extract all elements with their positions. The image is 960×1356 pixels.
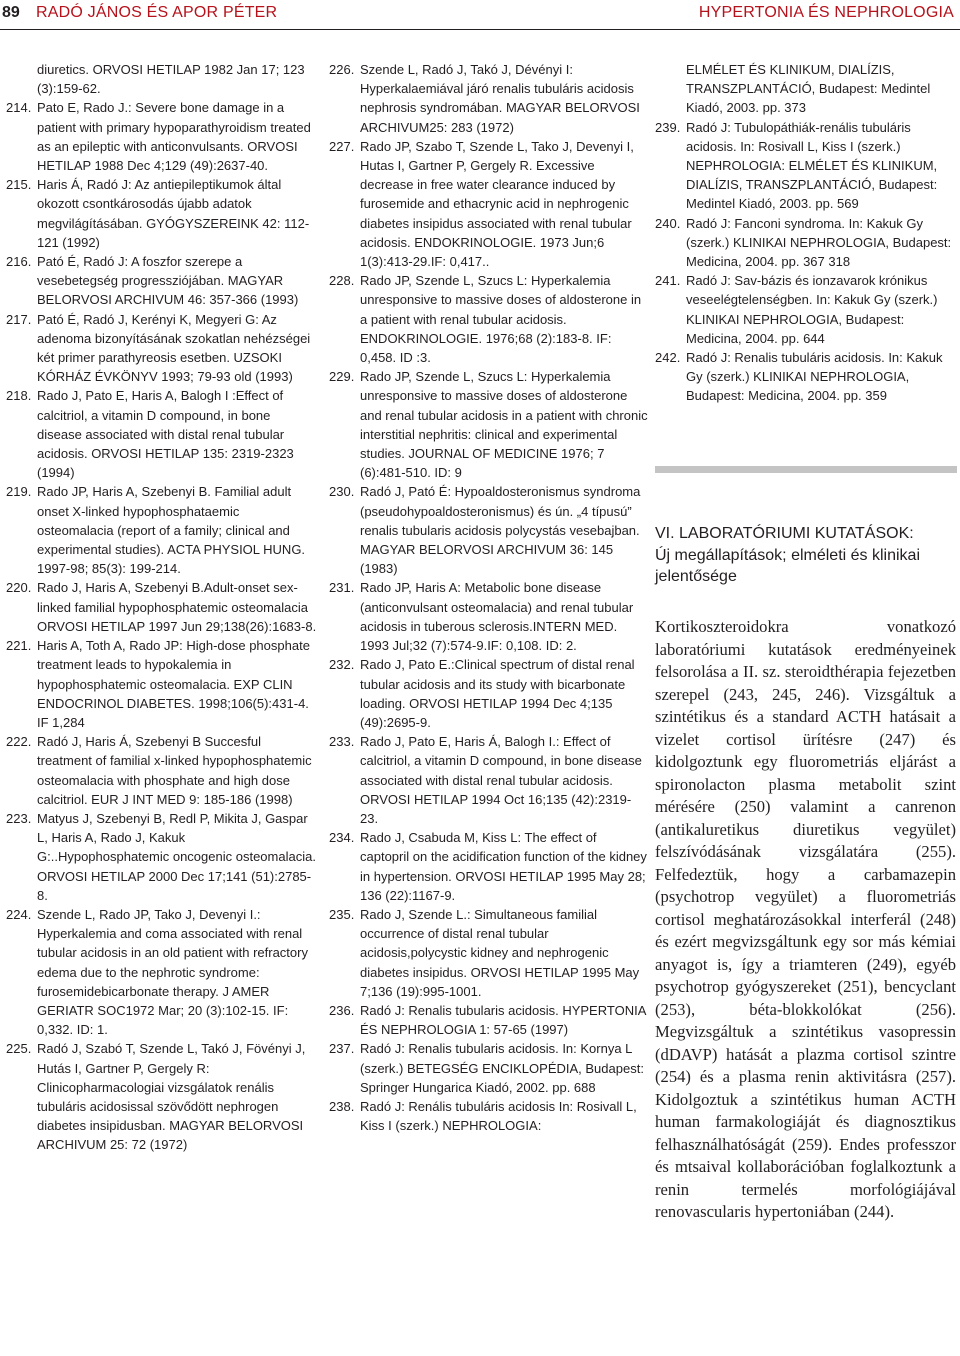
reference-text: Radó J: Renalis tubularis acidosis. In: Kornya L (szerk.) BETEGSÉG ENCIKLOPÉDIA, Budapest: Springer Hungarica Kiadó, 2002. pp. 688 <box>360 1041 644 1095</box>
reference-item <box>329 905 649 1001</box>
reference-text: Pató É, Radó J, Kerényi K, Megyeri G: Az adenoma bizonyításának szokatlan nehézségei két primer parathyreosis esetben. UZSOKI KÓRHÁZ ÉVKÖNYV 1993; 79-93 old (1993) <box>37 311 311 385</box>
reference-number: 237. <box>329 1041 355 1057</box>
section-subtitle: Új megállapítások; elméleti és klinikai jelentősége <box>655 547 920 585</box>
running-head-authors: RADÓ JÁNOS ÉS APOR PÉTER <box>36 4 278 21</box>
reference-item <box>329 732 649 828</box>
reference-number: 225. <box>6 1041 32 1057</box>
page-header <box>0 0 960 30</box>
reference-item <box>6 175 318 252</box>
reference-item <box>329 137 649 271</box>
reference-text: Rado JP, Szabo T, Szende L, Tako J, Devenyi I, Hutas I, Gartner P, Gergely R. Excessive decrease in free water clearance induced by furosemide and ethacrynic acid in nephrogenic diabetes insipidus associated with renal tubular acidosis. ENDOKRINOLOGIE. 1973 Jun;6 1(3):413-29.IF: 0,417.. <box>360 138 634 270</box>
reference-text: Rado JP, Szende L, Szucs L: Hyperkalemia unresponsive to massive doses of aldosterone in a patient with renal tubular acidosis. ENDOKRINOLOGIE. 1976;68 (2):183-8. IF: 0,458. ID :3. <box>360 273 642 366</box>
reference-item <box>6 732 318 809</box>
reference-number: 239. <box>655 119 681 135</box>
header-rule <box>0 29 960 30</box>
reference-item <box>329 828 649 905</box>
reference-number: 214. <box>6 100 32 116</box>
reference-item <box>6 809 318 905</box>
reference-text: Radó J, Szabó T, Szende L, Takó J, Fövényi J, Hutás I, Gartner P, Gergely R: Clinicopharmacologiai vizsgálatok renális tubuláris acidosissal szövődött nephrogen diabetes insipidusban. MAGYAR BELORVOSI ARCHIVUM 25: 72 (1972) <box>37 1041 306 1153</box>
reference-text: Radó J, Pató É: Hypoaldosteronismus syndroma (pseudohypoaldosteronismus) és ún. „4 típusú” renalis tubularis acidosis polycystás vesebajban. MAGYAR BELORVOSI ARCHIVUM 36: 145 (1983) <box>360 484 641 577</box>
page-number: 89 <box>2 4 20 21</box>
reference-continuation: diuretics. ORVOSI HETILAP 1982 Jan 17; 123 (3):159-62. <box>37 62 305 97</box>
reference-number: 231. <box>329 580 355 596</box>
reference-number: 224. <box>6 906 32 922</box>
reference-item <box>329 1039 649 1097</box>
reference-item <box>329 482 649 578</box>
reference-item <box>329 1097 649 1135</box>
reference-text: Radó J: Sav-bázis és ionzavarok krónikus veseelégtelenségben. In: Kakuk Gy (szerk.) KLINIKAI NEPHROLOGIA, Budapest: Medicina, 2004. pp. 644 <box>686 273 938 346</box>
reference-text: Radó J: Renalis tubularis acidosis. HYPERTONIA ÉS NEPHROLOGIA 1: 57-65 (1997) <box>360 1002 646 1038</box>
reference-text: Rado J, Haris A, Szebenyi B.Adult-onset sex-linked familial hypophosphatemic osteomalacia ORVOSI HETILAP 1997 Jun 29;138(26):1683-8. <box>37 580 317 634</box>
reference-number: 236. <box>329 1002 355 1018</box>
reference-column-1 <box>6 60 318 1155</box>
reference-column-2 <box>329 60 649 1135</box>
reference-continuation: ELMÉLET ÉS KLINIKUM, DIALÍZIS, TRANSZPLANTÁCIÓ, Budapest: Medintel Kiadó, 2003. pp. 373 <box>686 62 931 116</box>
reference-item <box>6 310 318 387</box>
reference-item <box>6 1039 318 1154</box>
reference-item <box>655 271 957 348</box>
reference-item <box>329 655 649 732</box>
section-divider <box>655 466 957 473</box>
reference-text: Rado J, Szende L.: Simultaneous familial occurrence of distal renal tubular acidosis,polycystic kidney and nephrogenic diabetes insipidus. ORVOSI HETILAP 1995 May 7;136 (19):995-1001. <box>360 906 640 999</box>
reference-number: 229. <box>329 369 355 385</box>
running-head-journal: HYPERTONIA ÉS NEPHROLOGIA <box>698 4 954 21</box>
section-body-paragraph: Kortikoszteroidokra vonatkozó laboratóriumi kutatások eredményeinek felsorolása a II. sz. steroidthérapia fejezetben szerepel (243, 245, 246). Vizsgáltuk a szintétikus és a standard ACTH hatásait a vizelet cortisol ürítésre (247) és kidolgoztunk egy fluorometriás eljárást a spironolacton plasma metabolit szint mérésére (250) valamint a canrenon (antikaluretikus diuretikus vegyület) felszívódásának vizsgálatára (255). Felfedeztük, hogy a carbamazepin (psychotrop vegyület) a fluorometriás cortisol meghatározásokkal interferál (248) és ezért megvizsgáltunk egy sor más kémiai anyagot is, így a triamteren (249), egyéb psychotrop gyógyszereket (251), bencyclant (253), béta-blokkolókat (256). Megvizsgáltuk a szintétikus vasopressin (dDAVP) hatását a plazma cortisol szintre (254) és a plasma renin aktivitásra (257). Kidolgoztuk a szintétikus human ACTH human farmakologiáját és diagnosztikus felhasználhatóságát (259). Endes professzor és mtsaival kollaborációban foglalkoztunk a renin termelés morfológiájával renovascularis hypertoniában (244). <box>655 617 956 1221</box>
reference-number: 223. <box>6 810 32 826</box>
reference-number: 216. <box>6 254 32 270</box>
reference-item <box>655 348 957 406</box>
reference-number: 233. <box>329 734 355 750</box>
reference-item <box>329 578 649 655</box>
reference-text: Haris Á, Radó J: Az antiepileptikumok által okozott csontkárosodás újabb adatok megvilágításában. GYÓGYSZEREINK 42: 112-121 (1992) <box>37 177 310 250</box>
reference-item <box>6 252 318 310</box>
reference-text: Rado J, Pato E.:Clinical spectrum of distal renal tubular acidosis and its study with bicarbonate loading. ORVOSI HETILAP 1994 Dec 4;135 (49):2695-9. <box>360 657 635 730</box>
reference-number: 240. <box>655 215 681 231</box>
reference-number: 241. <box>655 273 681 289</box>
reference-number: 215. <box>6 177 32 193</box>
reference-item <box>329 60 649 137</box>
section-title: VI. LABORATÓRIUMI KUTATÁSOK: <box>655 525 914 542</box>
reference-number: 222. <box>6 734 32 750</box>
reference-number: 230. <box>329 484 355 500</box>
reference-text: Rado J, Pato E, Haris A, Balogh I :Effect of calcitriol, a vitamin D compound, in bone disease associated with distal renal tubular acidosis. ORVOSI HETILAP 135: 2319-2323 (1994) <box>37 388 294 481</box>
reference-text: Radó J, Haris Á, Szebenyi B Succesful treatment of familial x-linked hypophosphatemic osteomalacia with phosphate and high dose calcitriol. EUR J INT MED 9: 185-186 (1998) <box>37 734 312 807</box>
reference-item <box>329 271 649 367</box>
reference-item <box>329 367 649 482</box>
reference-item <box>6 386 318 482</box>
reference-text: Radó J: Fanconi syndroma. In: Kakuk Gy (szerk.) KLINIKAI NEPHROLOGIA, Budapest: Medicina, 2004. pp. 367 318 <box>686 215 952 270</box>
reference-number: 242. <box>655 350 681 366</box>
reference-text: Rado J, Pato E, Haris Á, Balogh I.: Effect of calcitriol, a vitamin D compound, in bone disease associated with distal renal tubular acidosis. ORVOSI HETILAP 1994 Oct 16;135 (42):2319-23. <box>360 734 642 826</box>
reference-text: Radó J: Renalis tubuláris acidosis. In: Kakuk Gy (szerk.) KLINIKAI NEPHROLOGIA, Budapest: Medicina, 2004. pp. 359 <box>686 350 943 404</box>
reference-item <box>6 636 318 732</box>
reference-item <box>329 1001 649 1039</box>
reference-number: 234. <box>329 830 355 846</box>
reference-column-3 <box>655 60 957 406</box>
reference-text: Pato E, Rado J.: Severe bone damage in a patient with primary hypoparathyroidism treated as an epileptic with anticonvulsants. ORVOSI HETILAP 1988 Dec 4;129 (49):2637-40. <box>37 100 311 174</box>
reference-number: 228. <box>329 273 355 289</box>
reference-number: 218. <box>6 388 32 404</box>
reference-text: Radó J: Renális tubuláris acidosis In: Rosivall L, Kiss I (szerk.) NEPHROLOGIA: <box>360 1098 637 1134</box>
reference-item <box>655 118 957 214</box>
reference-number: 217. <box>6 311 32 327</box>
reference-number: 232. <box>329 657 355 673</box>
reference-number: 227. <box>329 138 355 154</box>
reference-text: Szende L, Rado JP, Tako J, Devenyi I.: Hyperkalemia and coma associated with renal tubular acidosis in an old patient with refractory edema due to the nephrotic syndrome: furosemidebicarbonate therapy. J AMER GERIATR SOC1972 Mar; 20 (3):102-15. IF: 0,332. ID: 1. <box>37 906 308 1038</box>
reference-number: 219. <box>6 484 32 500</box>
reference-text: Radó J: Tubulopáthiák-renális tubuláris acidosis. In: Rosivall L, Kiss I (szerk.) NEPHROLOGIA: ELMÉLET ÉS KLINIKUM, DIALÍZIS, TRANSZPLANTÁCIÓ, Budapest: Medintel Kiadó, 2003. pp. 569 <box>686 119 938 212</box>
reference-text: Pató É, Radó J: A foszfor szerepe a vesebetegség progressziójában. MAGYAR BELORVOSI ARCHIVUM 46: 357-366 (1993) <box>37 254 299 308</box>
reference-text: Rado JP, Szende L, Szucs L: Hyperkalemia unresponsive to massive doses of aldosterone and renal tubular acidosis in a patient with chronic interstitial nephritis: clinical and experimental studies. JOURNAL OF MEDICINE 1976; 7 (6):481-510. ID: 9 <box>360 369 648 481</box>
reference-number: 221. <box>6 638 32 654</box>
reference-item <box>6 578 318 636</box>
reference-number: 235. <box>329 906 355 922</box>
reference-text: Matyus J, Szebenyi B, Redl P, Mikita J, Gaspar L, Haris A, Rado J, Kakuk G:..Hypophosphatemic oncogenic osteomalacia. ORVOSI HETILAP 2000 Dec 17;141 (51):2785-8. <box>37 810 316 903</box>
reference-item <box>6 98 318 175</box>
reference-number: 238. <box>329 1098 355 1114</box>
reference-item <box>6 905 318 1039</box>
reference-text: Rado J, Csabuda M, Kiss L: The effect of captopril on the acidification function of the kidney in hypertension. ORVOSI HETILAP 1995 May 28; 136 (22):1167-9. <box>360 830 647 903</box>
reference-text: Rado JP, Haris A: Metabolic bone disease (anticonvulsant osteomalacia) and renal tubular acidosis in tuberous sclerosis.INTERN MED. 1993 Jul;32 (7):574-9.IF: 0,108. ID: 2. <box>360 580 634 654</box>
reference-item <box>6 482 318 578</box>
reference-text: Rado JP, Haris A, Szebenyi B. Familial adult onset X-linked hypophosphataemic osteomalacia (report of a family; clinical and experimental studies). ACTA PHYSIOL HUNG. 1997-98; 85(3): 199-214. <box>37 484 306 577</box>
reference-number: 220. <box>6 580 32 596</box>
reference-text: Szende L, Radó J, Takó J, Dévényi I: Hyperkalaemiával járó renalis tubuláris acidosis nephrosis syndromában. MAGYAR BELORVOSI ARCHIVUM25: 283 (1972) <box>360 62 640 135</box>
reference-text: Haris A, Toth A, Rado JP: High-dose phosphate treatment leads to hypokalemia in hypophosphatemic osteomalacia. EXP CLIN ENDOCRINOL DIABETES. 1998;106(5):431-4. IF 1,284 <box>37 638 310 730</box>
reference-item <box>655 214 957 272</box>
reference-number: 226. <box>329 62 355 77</box>
